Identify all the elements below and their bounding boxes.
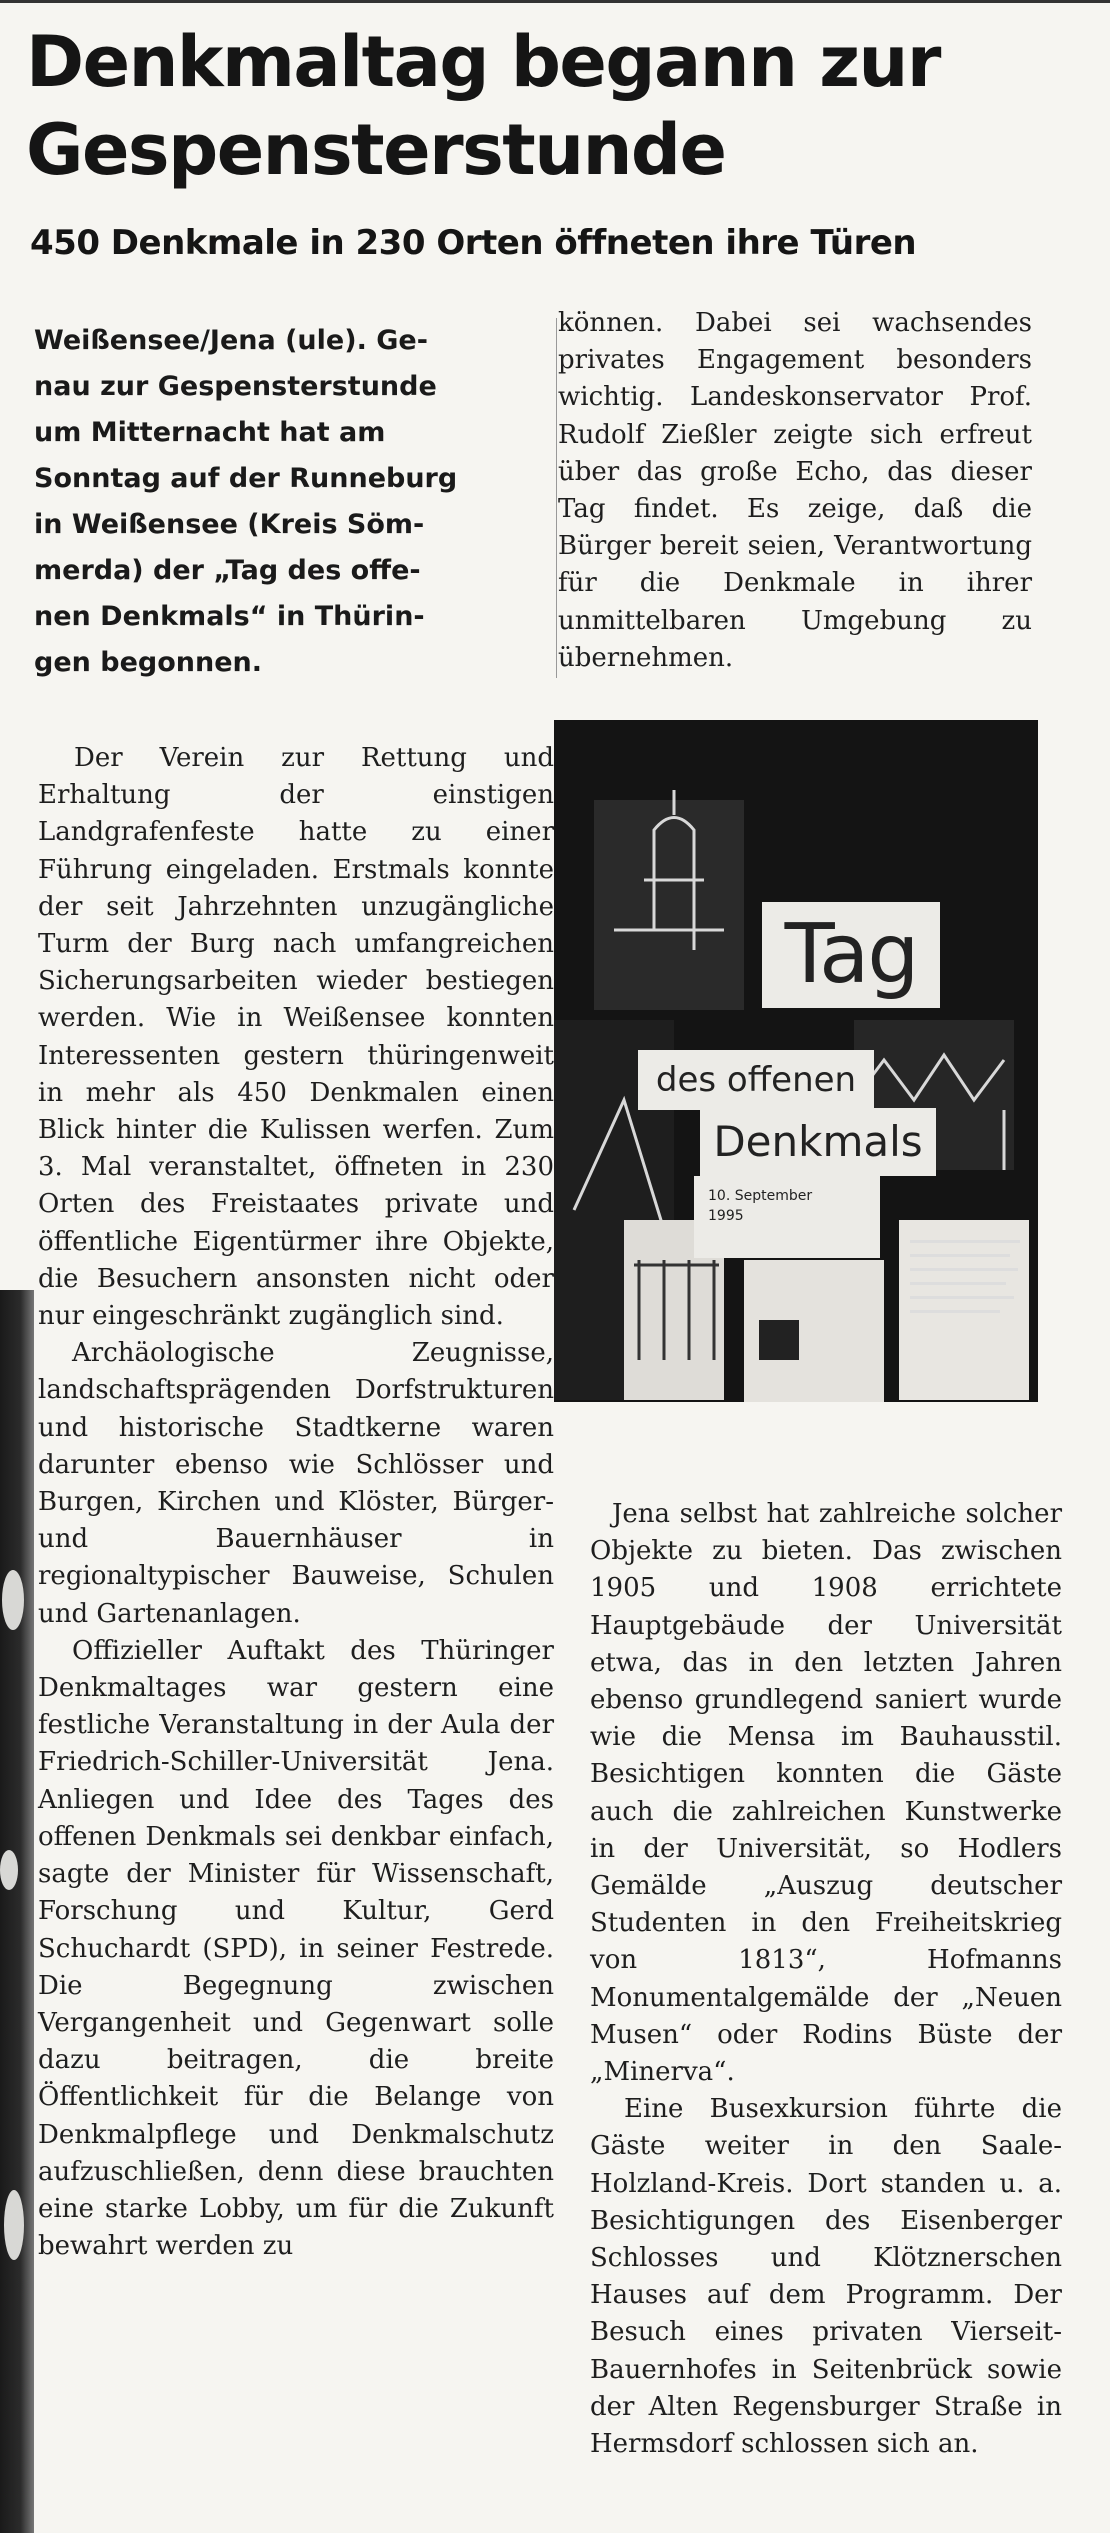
poster-date bbox=[694, 1176, 880, 1258]
body-column-right-top bbox=[558, 305, 1032, 677]
adjacent-photo-edge bbox=[0, 1290, 34, 2533]
column-divider-top bbox=[556, 318, 557, 678]
poster-fineprint bbox=[910, 1296, 1014, 1299]
lead-line: merda) der „Tag des offe- bbox=[34, 555, 421, 586]
lead-line: in Weißensee (Kreis Söm- bbox=[34, 509, 425, 540]
body-column-right-bottom bbox=[590, 1496, 1062, 2463]
poster-fineprint bbox=[910, 1268, 1018, 1271]
body-paragraph: Der Verein zur Rettung und Erhaltung der einstigen Landgrafenfeste hatte zu einer Führung eingeladen. Erstmals konnte der seit Jahrzehnten unzugängliche Turm der Burg nach umfangreichen Sicherungsarbeiten wieder bestiegen werden. Wie in Weißensee konnten Interessenten gestern thüringenweit in mehr als 450 Denkmalen einen Blick hinter die Kulissen werfen. Zum 3. Mal veranstaltet, öffneten in 230 Orten des Freistaates private und öffentliche Eigentürmer ihre Objekte, die Besuchern ansonsten nicht oder nur eingeschränkt zugänglich sind. bbox=[38, 743, 554, 1332]
top-rule bbox=[0, 0, 1110, 3]
lead-line: Sonntag auf der Runneburg bbox=[34, 463, 458, 494]
poster-fineprint bbox=[910, 1254, 1010, 1257]
subheadline: 450 Denkmale in 230 Orten öffneten ihre Türen bbox=[30, 223, 917, 263]
lead-line: Weißensee/Jena (ule). Ge- bbox=[34, 325, 428, 356]
lead-line: gen begonnen. bbox=[34, 647, 263, 678]
lead-line: um Mitternacht hat am bbox=[34, 417, 386, 448]
body-paragraph: Jena selbst hat zahlreiche solcher Objekte zu bieten. Das zwischen 1905 und 1908 errichtete Hauptgebäude der Universität etwa, das in den letzten Jahren ebenso grundlegend saniert wurde wie die Mensa im Bauhausstil. Besichtigen konnten die Gäste auch die zahlreichen Kunstwerke in der Universität, so Hodlers Gemälde „Auszug deutscher Studenten in den Freiheitskrieg von 1813“, Hofmanns Monumentalgemälde der „Neuen Musen“ oder Rodins Büste der „Minerva“. bbox=[590, 1499, 1062, 2088]
poster-line-2: des offenen bbox=[638, 1050, 874, 1110]
body-paragraph: Eine Busexkursion führte die Gäste weiter in den Saale-Holzland-Kreis. Dort standen u. a. Besichtigungen des Eisenberger Schlosses und Klötznerschen Hauses auf dem Programm. Der Besuch eines privaten Vierseit-Bauernhofes in Seitenbrück sowie der Alten Regensburger Straße in Hermsdorf schlossen sich an. bbox=[590, 2094, 1062, 2460]
poster-photo bbox=[554, 720, 1038, 1402]
body-paragraph: Archäologische Zeugnisse, landschaftsprägenden Dorfstrukturen und historische Stadtkerne waren darunter ebenso wie Schlösser und Burgen, Kirchen und Klöster, Bürger- und Bauernhäuser in regionaltypischer Bauweise, Schulen und Gartenanlagen. bbox=[38, 1338, 554, 1629]
body-paragraph: Offizieller Auftakt des Thüringer Denkmaltages war gestern eine festliche Veranstaltung in der Aula der Friedrich-Schiller-Universität Jena. Anliegen und Idee des Tages des offenen Denkmals sei denkbar einfach, sagte der Minister für Wissenschaft, Forschung und Kultur, Gerd Schuchardt (SPD), in seiner Festrede. Die Begegnung zwischen Vergangenheit und Gegenwart solle dazu beitragen, die breite Öffentlichkeit für die Belange von Denkmalpflege und Denkmalschutz aufzuschließen, denn diese brauchten eine starke Lobby, um für die Zukunft bewahrt werden zu bbox=[38, 1635, 554, 2262]
poster-fineprint bbox=[910, 1240, 1020, 1243]
headline: Denkmaltag begann zur Gespensterstunde bbox=[26, 21, 940, 191]
lead-paragraph bbox=[34, 318, 504, 686]
lead-line: nen Denkmals“ in Thürin- bbox=[34, 601, 425, 632]
body-paragraph: können. Dabei sei wachsendes privates Engagement besonders wichtig. Landeskonservator Prof. Rudolf Zießler zeigte sich erfreut über das große Echo, das dieser Tag findet. Es zeige, daß die Bürger bereit seien, Verantwortung für die Denkmale in ihrer unmittelbaren Umgebung zu übernehmen. bbox=[558, 308, 1032, 673]
poster-line-3: Denkmals bbox=[700, 1108, 936, 1176]
poster-title: Tag bbox=[762, 902, 940, 1008]
poster-fineprint bbox=[910, 1310, 1000, 1313]
lead-line: nau zur Gespensterstunde bbox=[34, 371, 437, 402]
poster-fineprint bbox=[910, 1282, 1006, 1285]
poster-date-line: 10. September bbox=[708, 1188, 813, 1204]
body-column-left bbox=[38, 740, 554, 2265]
poster-date-line: 1995 bbox=[708, 1208, 744, 1224]
